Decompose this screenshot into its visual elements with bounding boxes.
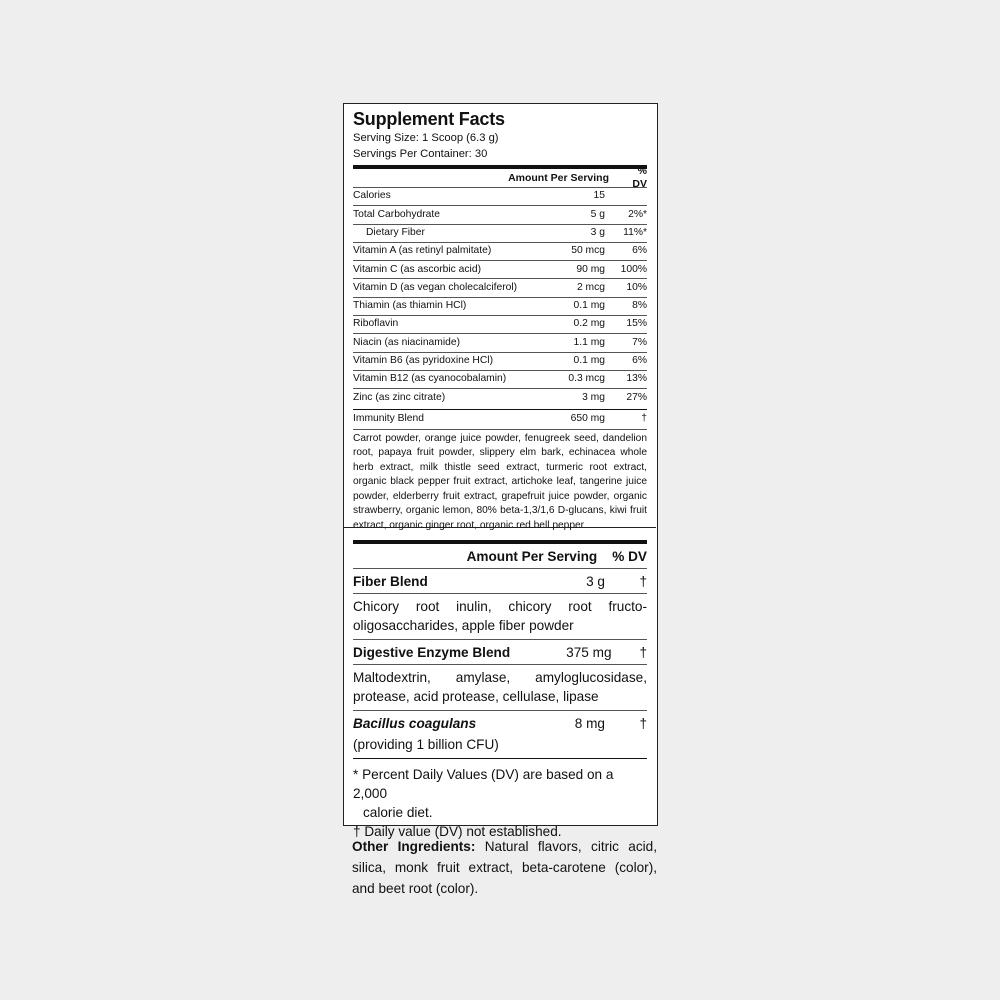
- nutrient-amount: 0.2 mg: [573, 318, 605, 330]
- amount-per-serving-header: Amount Per Serving: [466, 548, 598, 564]
- probiotic-cfu: (providing 1 billion CFU): [353, 737, 499, 752]
- nutrient-name: Vitamin B6 (as pyridoxine HCl): [353, 355, 494, 367]
- nutrient-row: [353, 260, 647, 278]
- other-ingredients-label: Other Ingredients:: [352, 839, 476, 854]
- nutrient-dv: 11%*: [623, 226, 647, 238]
- blend-section: [344, 528, 656, 841]
- nutrient-row: [353, 205, 647, 223]
- nutrient-name: Vitamin B12 (as cyanocobalamin): [353, 373, 507, 385]
- footnote-dv-basis-cont: calorie diet.: [363, 805, 433, 820]
- nutrient-amount: 1.1 mg: [573, 336, 605, 348]
- nutrient-amount: 3 g: [590, 226, 605, 238]
- footnotes: [353, 758, 647, 841]
- nutrient-name: Riboflavin: [353, 318, 399, 330]
- nutrient-amount: 5 g: [590, 208, 605, 220]
- digestive-enzyme-ingredients: Maltodextrin, amylase, amyloglucosidase, protease, acid protease, cellulase, lipase: [353, 664, 647, 710]
- blend-amount: 650 mg: [570, 412, 605, 424]
- nutrient-dv: 100%: [620, 263, 647, 275]
- blend-dv: †: [639, 573, 647, 589]
- bacillus-row: [353, 710, 647, 735]
- probiotic-amount: 8 mg: [574, 715, 605, 731]
- supplement-facts-panel: [343, 103, 658, 839]
- panel-title: Supplement Facts: [353, 109, 505, 129]
- blend-name: Fiber Blend: [353, 573, 428, 589]
- nutrient-dv: 13%: [626, 373, 647, 385]
- other-ingredients: [352, 836, 657, 899]
- column-header: [353, 165, 647, 190]
- amount-per-serving-header: Amount Per Serving: [508, 171, 609, 184]
- nutrient-section: [344, 104, 656, 531]
- column-header: [353, 544, 647, 568]
- footnote-dagger: † Daily value (DV) not established.: [353, 824, 562, 839]
- digestive-enzyme-blend-row: [353, 639, 647, 664]
- blend-name: Immunity Blend: [353, 412, 424, 424]
- nutrient-dv: 15%: [626, 318, 647, 330]
- nutrient-amount: 50 mcg: [571, 245, 605, 257]
- nutrient-row: [353, 278, 647, 296]
- nutrient-amount: 0.3 mcg: [568, 373, 605, 385]
- immunity-blend-ingredients: Carrot powder, orange juice powder, fenugreek seed, dandelion root, papaya fruit powder, slippery elm bark, echinacea whole herb extract, milk thistle seed extract, turmeric root extract, organic black pepper fruit extract, artichoke leaf, tangerine juice powder, elderberry fruit extract, grapefruit juice powder, organic strawberry, organic lemon, 80% beta-1,3/1,6 D-glucans, kiwi fruit extract, organic ginger root, organic red bell pepper: [353, 429, 647, 534]
- blend-amount: 3 g: [586, 573, 605, 589]
- nutrient-name: Vitamin D (as vegan cholecalciferol): [353, 281, 518, 293]
- fiber-blend-ingredients: Chicory root inulin, chicory root fructo-oligosaccharides, apple fiber powder: [353, 593, 647, 639]
- immunity-blend-row: [353, 409, 647, 429]
- nutrient-dv: 10%: [626, 281, 647, 293]
- nutrient-name: Zinc (as zinc citrate): [353, 391, 446, 403]
- nutrient-name: Calories: [353, 190, 391, 202]
- blend-amount: 375 mg: [566, 644, 612, 660]
- servings-per-container: Servings Per Container: 30: [353, 148, 488, 160]
- nutrient-dv: 8%: [632, 300, 647, 312]
- probiotic-name: Bacillus coagulans: [353, 715, 477, 731]
- fiber-blend-row: [353, 568, 647, 593]
- footnote-dv-basis: * Percent Daily Values (DV) are based on a 2,000: [353, 767, 614, 801]
- serving-size: Serving Size: 1 Scoop (6.3 g): [353, 132, 499, 144]
- nutrient-row: [353, 370, 647, 388]
- nutrient-dv: 7%: [632, 336, 647, 348]
- nutrient-row: [353, 297, 647, 315]
- nutrient-row: [353, 352, 647, 370]
- nutrient-row: [353, 315, 647, 333]
- nutrient-name: Vitamin A (as retinyl palmitate): [353, 245, 492, 257]
- blend-dv: †: [639, 644, 647, 660]
- nutrient-row: [353, 224, 647, 242]
- dv-header: % DV: [632, 165, 647, 190]
- nutrient-row: [353, 187, 647, 205]
- other-ingredients-text: Natural flavors, citric acid, silica, monk fruit extract, beta-carotene (color), and beet root (color).: [352, 839, 657, 896]
- nutrient-row: [353, 388, 647, 406]
- nutrient-dv: 2%*: [628, 208, 647, 220]
- dv-header: % DV: [612, 548, 647, 564]
- blend-dv: †: [641, 412, 647, 424]
- nutrient-name: Thiamin (as thiamin HCl): [353, 300, 467, 312]
- nutrient-dv: 6%: [632, 355, 647, 367]
- nutrient-amount: 15: [593, 190, 605, 202]
- nutrient-amount: 2 mcg: [576, 281, 605, 293]
- nutrient-dv: 6%: [632, 245, 647, 257]
- nutrient-amount: 0.1 mg: [573, 300, 605, 312]
- nutrient-name: Niacin (as niacinamide): [353, 336, 461, 348]
- nutrient-name: Dietary Fiber: [366, 226, 425, 238]
- blend-name: Digestive Enzyme Blend: [353, 644, 511, 660]
- nutrient-dv: 27%: [626, 391, 647, 403]
- nutrient-row: [353, 242, 647, 260]
- nutrient-amount: 3 mg: [582, 391, 605, 403]
- probiotic-dv: †: [639, 715, 647, 731]
- nutrient-row: [353, 333, 647, 351]
- nutrient-amount: 90 mg: [576, 263, 605, 275]
- nutrient-name: Total Carbohydrate: [353, 208, 441, 220]
- nutrient-amount: 0.1 mg: [573, 355, 605, 367]
- nutrient-name: Vitamin C (as ascorbic acid): [353, 263, 481, 275]
